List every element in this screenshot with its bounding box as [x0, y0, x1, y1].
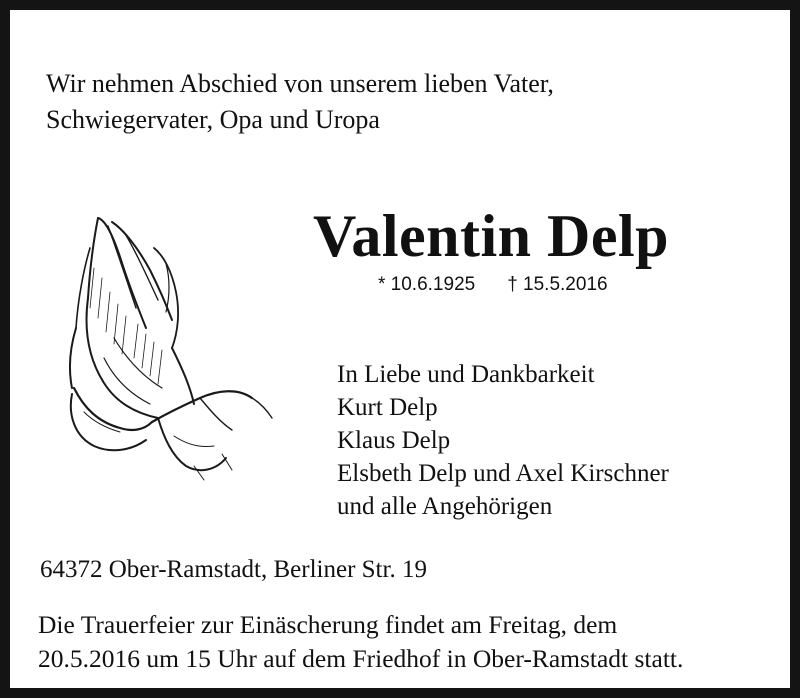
deceased-name: Valentin Delp — [313, 203, 670, 269]
intro-line: Schwiegervater, Opa und Uropa — [46, 105, 380, 134]
ceremony-line: 20.5.2016 um 15 Uhr auf dem Friedhof in Ober-Ramstadt statt. — [38, 644, 684, 673]
family-line: und alle Angehörigen — [337, 493, 553, 520]
death-date: † 15.5.2016 — [507, 274, 608, 295]
family-line: In Liebe und Dankbarkeit — [337, 361, 595, 388]
family-signatures — [337, 358, 669, 523]
address: 64372 Ober-Ramstadt, Berliner Str. 19 — [40, 556, 427, 583]
family-line: Kurt Delp — [337, 394, 438, 421]
intro-line: Wir nehmen Abschied von unserem lieben Vater, — [46, 69, 554, 98]
family-line: Elsbeth Delp und Axel Kirschner — [337, 460, 669, 487]
birth-date: * 10.6.1925 — [378, 274, 476, 295]
family-line: Klaus Delp — [337, 427, 451, 454]
ceremony-info — [38, 608, 683, 676]
ceremony-line: Die Trauerfeier zur Einäscherung findet am Freitag, dem — [38, 610, 618, 639]
praying-hands-icon — [54, 208, 276, 484]
life-dates — [378, 274, 608, 296]
intro-text — [46, 66, 554, 138]
